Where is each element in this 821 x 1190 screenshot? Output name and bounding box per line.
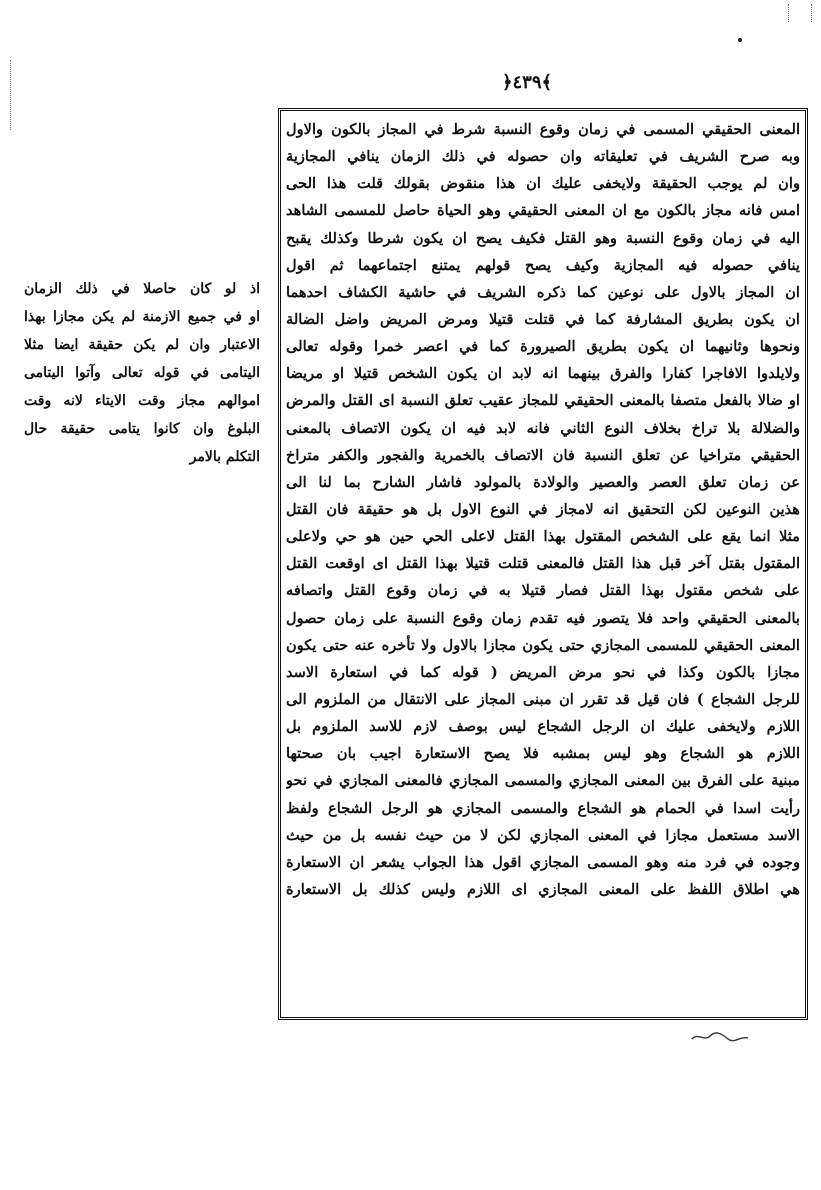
text-line: رأيت اسدا في الحمام هو الشجاع والمسمى المجازي هو الرجل الشجاع ولفظ [286,799,800,817]
margin-note [24,275,260,515]
text-line: عن زمان تعلق العصر والعصير والولادة بالمولود فاشار الشارح بما لنا الى [286,473,800,491]
page-number: ﴿٤٣٩﴾ [501,72,553,93]
margin-note-line: او في جميع الازمنة لم يكن مجازا بهذا [24,309,260,325]
text-line: الاسد مستعمل مجازا في المعنى المجازي لكن لا من حيث نفسه بل من حيث [286,826,800,844]
handwritten-mark [690,1030,750,1044]
text-line: اللازم هو الشجاع وهو ليس بمشبه فلا يصح الاستعارة اجيب بان صحتها [286,745,800,763]
text-line: ولايلدوا الافاجرا كفارا والفرق بينهما انه لابد ان يكون الشخص قتيلا او مريضا [286,365,800,383]
text-line: اللازم ولايخفى عليك ان الرجل الشجاع ليس بوصف لازم للاسد الملزوم بل [286,718,800,736]
text-line: وجوده في فرد منه وهو المسمى المجازي اقول هذا الجواب يشعر ان الاستعارة [286,853,800,871]
margin-note-line: اليتامى في قوله تعالى وآتوا اليتامى [24,365,260,381]
text-line: مثلا انما يقع على الشخص المقتول بهذا القتل لاعلى الحي حين هو حي ولاعلى [286,528,800,546]
text-line: هي اطلاق اللفظ على المعنى المجازي اى اللازم وليس كذلك بل الاستعارة [286,880,800,898]
text-line: المعنى الحقيقي المسمى في زمان وقوع النسبة شرط في المجاز بالكون والاول [286,121,800,138]
text-line: المعنى الحقيقي للمسمى المجازي حتى يكون مجازا بالاول ولا تأخره عنه حتى يكون [286,636,800,654]
margin-note-line: الاعتبار وان لم يكن حقيقة ايضا مثلا [24,337,260,353]
text-line: ونحوها وثانيهما ان يكون بطريق الصيرورة كما في اعصر خمرا وقوله تعالى [286,338,800,356]
text-line: بالمعنى الحقيقي واحد فلا يتصور فيه تقدم زمان وقوع النسبة على زمان حصول [286,609,800,627]
text-line: ينافي حصوله فيه المجازية وكيف يصح قولهم يمتنع اجتماعهما ثم اقول [286,256,800,274]
margin-note-line: التكلم بالامر [189,449,260,465]
corner-scan-mark [788,4,812,22]
main-text-block [286,116,800,1012]
text-line: امس فانه مجاز بالكون مع ان المعنى الحقيقي وهو الحياة حاصل للمسمى الشاهد [286,202,800,220]
text-line: وان لم يوجب الحقيقة ولايخفى عليك ان هذا منقوض بقولك قلت هذا الحى [286,175,800,193]
text-line: الحقيقي متراخيا عن تعلق النسبة فان الاتصاف بالخمرية والفجور والكفر متراخ [286,446,800,464]
edge-scan-mark [10,60,13,130]
text-line: وبه صرح الشريف في تعليقاته وان حصوله في ذلك الزمان ينافي المجازية [286,148,800,166]
text-line: على شخص مقتول بهذا القتل فصار قتيلا به في زمان وقوع القتل واتصافه [286,582,800,600]
text-line: مبنية على الفرق بين المعنى المجازي والمسمى المجازي فالمعنى المجازي في نحو [286,772,800,790]
margin-note-line: البلوغ وان كانوا يتامى حقيقة حال [24,421,260,437]
text-line: هذين النوعين لكن التحقيق انه لامجاز في النوع الاول بل هو حقيقة فان القتل [286,500,800,518]
margin-note-line: اموالهم مجاز وقت الايتاء لانه وقت [24,393,260,409]
text-line: والضلالة بلا تراخ بخلاف النوع الثاني فانه لابد فيه ان يكون الاتصاف بالمعنى [286,419,800,437]
ink-dot [738,38,742,42]
text-line: المقتول بقتل آخر قبل هذا القتل فالمعنى قتلت قتيلا بهذا القتل اى اوقعت القتل [286,555,800,573]
text-line: للرجل الشجاع ) فان قيل قد تقرر ان مبنى المجاز على الانتقال من الملزوم الى [286,690,800,708]
text-line: مجازا بالكون وكذا في نحو مرض المريض ( قوله كما في استعارة الاسد [286,663,800,681]
text-line: ان المجاز بالاول على نوعين كما ذكره الشريف في حاشية الكشاف احدهما [286,283,800,301]
text-line: اليه في زمان وقوع النسبة وهو القتل فكيف يصح ان يكون شرطا وكذلك يقبح [286,229,800,247]
text-line: ان يكون بطريق المشارفة كما في قتلت قتيلا ومرض المريض واضل الضالة [286,310,800,328]
text-line: او ضالا بالفعل متصفا بالمعنى الحقيقي للمجاز عقيب تعلق النسبة اى القتل والمرض [286,392,800,410]
margin-note-line: اذ لو كان حاصلا في ذلك الزمان [24,281,260,297]
